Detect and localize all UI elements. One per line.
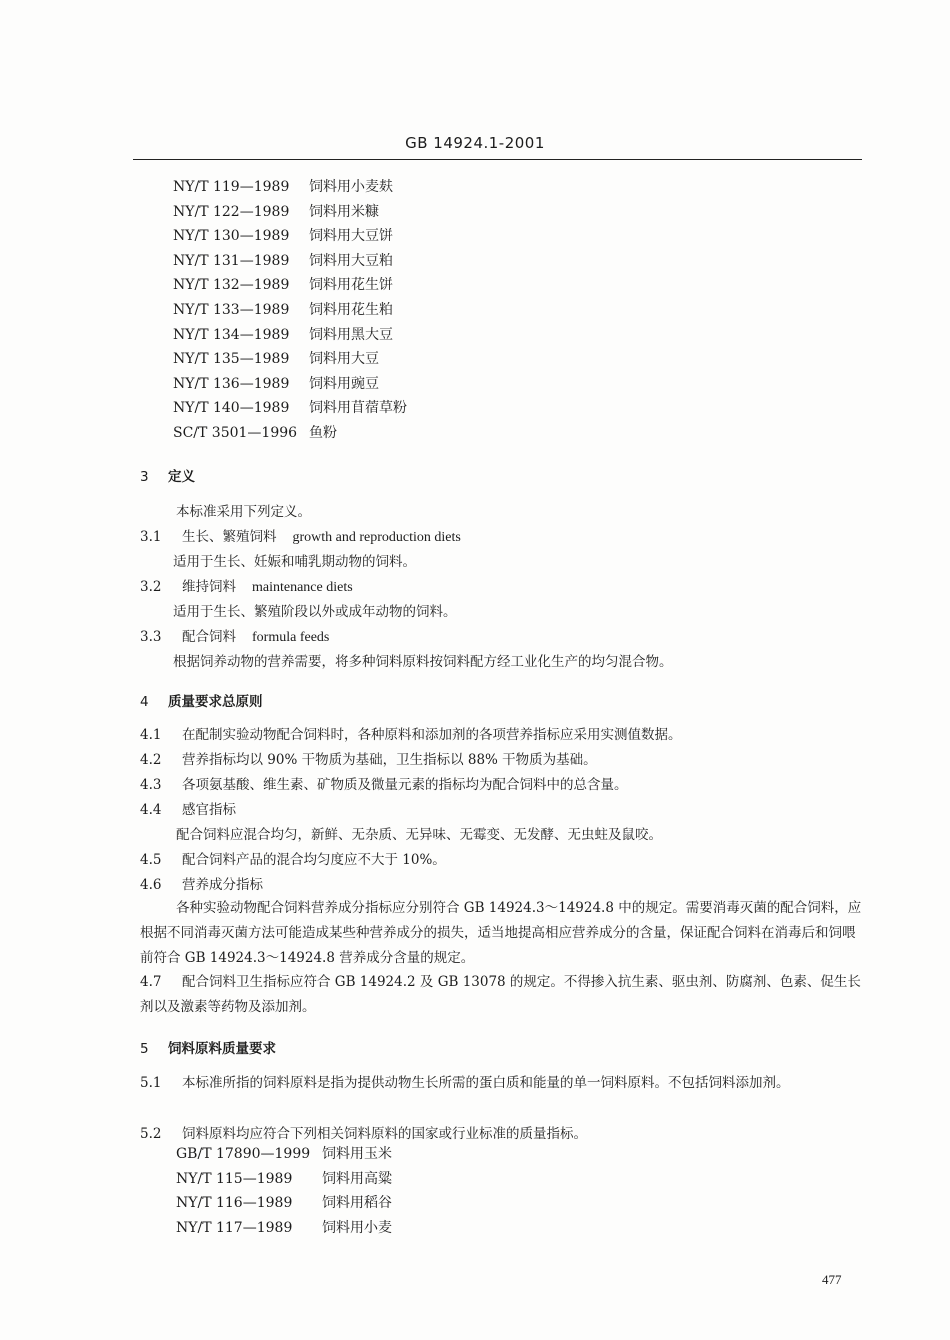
clause-number: 4.7 [140,974,162,990]
section-title: 饲料原料质量要求 [168,1041,276,1057]
list-item [173,347,407,372]
clause-4-5 [140,848,446,868]
list-item [176,1167,392,1192]
ref-code: NY/T 117—1989 [176,1219,293,1236]
ref-name: 饲料用大豆粕 [309,252,393,269]
list-item [173,372,407,397]
section-3-heading [140,465,195,485]
clause-number: 4.2 [140,752,162,768]
page-number: 477 [822,1272,842,1287]
list-item [173,421,407,446]
ref-name: 饲料用豌豆 [309,375,379,392]
clause-3-3-definition: 根据饲养动物的营养需要，将多种饲料原料按饲料配方经工业化生产的均匀混合物。 [173,654,673,670]
ref-name: 饲料用高粱 [322,1170,392,1187]
ref-name: 饲料用米糠 [309,203,379,220]
clause-text: 饲料原料均应符合下列相关饲料原料的国家或行业标准的质量指标。 [182,1126,587,1142]
list-item [173,298,407,323]
ref-code: NY/T 136—1989 [173,375,290,392]
list-item [176,1142,392,1167]
clause-5-1 [140,1071,865,1096]
list-item [173,175,407,200]
clause-3-2 [140,575,353,596]
list-item [173,323,407,348]
reference-list-top [173,175,407,446]
ref-name: 饲料用稻谷 [322,1195,392,1212]
clause-3-3 [140,625,329,646]
section-number: 3 [140,469,149,485]
clause-number: 5.1 [140,1075,162,1091]
ref-code: SC/T 3501—1996 [173,424,298,441]
reference-list-bottom [176,1142,392,1240]
ref-name: 饲料用花生饼 [309,277,393,294]
term-zh: 维持饲料 [182,579,236,595]
clause-number: 4.6 [140,877,162,893]
clause-3-1 [140,525,461,546]
clause-text: 营养指标均以 90% 干物质为基础，卫生指标以 88% 干物质为基础。 [182,752,597,768]
section-4-heading [140,690,263,710]
clause-text: 本标准所指的饲料原料是指为提供动物生长所需的蛋白质和能量的单一饲料原料。不包括饲料添加剂。 [182,1075,790,1091]
list-item [173,249,407,274]
clause-number: 4.1 [140,727,162,743]
term-zh: 配合饲料 [182,629,236,645]
clause-4-6 [140,873,263,893]
section-title: 定义 [168,469,195,485]
section-number: 5 [140,1041,149,1057]
clause-4-6-paragraph: 各种实验动物配合饲料营养成分指标应分别符合 GB 14924.3～14924.8 中的规定。需要消毒灭菌的配合饲料，应根据不同消毒灭菌方法可能造成某些种营养成分的损失，适当地提高相应营养成分的含量，保证配合饲料在消毒后和饲喂前符合 GB 14924.3～14924.8 营养成分含量的规定。 [140,900,862,966]
ref-code: NY/T 116—1989 [176,1195,293,1212]
term-en: formula feeds [252,630,330,645]
ref-name: 饲料用玉米 [322,1146,392,1162]
clause-text: 营养成分指标 [182,877,263,893]
ref-code: NY/T 134—1989 [173,326,290,343]
clause-number: 3.1 [140,529,162,545]
section-number: 4 [140,694,149,710]
clause-5-2 [140,1122,587,1142]
ref-code: NY/T 130—1989 [173,228,290,245]
ref-code: NY/T 135—1989 [173,351,290,368]
clause-text: 配合饲料产品的混合均匀度应不大于 10%。 [182,852,446,868]
ref-name: 饲料用小麦 [322,1219,392,1236]
clause-4-1 [140,723,682,743]
section-3-intro: 本标准采用下列定义。 [176,504,311,520]
ref-code: NY/T 132—1989 [173,277,290,294]
ref-code: NY/T 131—1989 [173,252,290,269]
ref-name: 饲料用大豆 [309,351,379,368]
ref-name: 鱼粉 [309,424,337,441]
list-item [176,1216,392,1241]
clause-text: 在配制实验动物配合饲料时，各种原料和添加剂的各项营养指标应采用实测值数据。 [182,727,682,743]
clause-number: 4.3 [140,777,162,793]
term-en: growth and reproduction diets [292,530,461,545]
ref-code: NY/T 122—1989 [173,203,290,220]
clause-4-4 [140,798,236,818]
list-item [173,273,407,298]
term-zh: 生长、繁殖饲料 [182,529,277,545]
list-item [173,396,407,421]
clause-4-4-detail: 配合饲料应混合均匀，新鲜、无杂质、无异味、无霉变、无发酵、无虫蛀及鼠咬。 [176,827,662,843]
header-rule [133,159,862,160]
clause-number: 3.3 [140,629,162,645]
clause-text: 配合饲料卫生指标应符合 GB 14924.2 及 GB 13078 的规定。不得掺入抗生素、驱虫剂、防腐剂、色素、促生长剂以及激素等药物及添加剂。 [140,974,861,1015]
clause-number: 4.4 [140,802,162,818]
clause-4-2 [140,748,597,768]
header-title: GB 14924.1-2001 [405,134,545,152]
clause-3-1-definition: 适用于生长、妊娠和哺乳期动物的饲料。 [173,554,416,570]
clause-text: 感官指标 [182,802,236,818]
ref-code: NY/T 133—1989 [173,301,290,318]
clause-4-3 [140,773,628,793]
clause-number: 5.2 [140,1126,162,1142]
clause-3-2-definition: 适用于生长、繁殖阶段以外或成年动物的饲料。 [173,604,457,620]
list-item [173,224,407,249]
ref-name: 饲料用花生粕 [309,301,393,318]
ref-name: 饲料用苜蓿草粉 [309,400,407,417]
list-item [176,1191,392,1216]
clause-number: 4.5 [140,852,162,868]
clause-4-7 [140,970,865,1020]
clause-number: 3.2 [140,579,162,595]
ref-code: NY/T 115—1989 [176,1170,293,1187]
section-5-heading [140,1037,276,1057]
ref-name: 饲料用小麦麸 [309,179,393,195]
ref-name: 饲料用大豆饼 [309,228,393,245]
ref-code: GB/T 17890—1999 [176,1146,311,1162]
term-en: maintenance diets [252,580,353,595]
list-item [173,200,407,225]
ref-code: NY/T 119—1989 [173,179,290,195]
ref-code: NY/T 140—1989 [173,400,290,417]
section-title: 质量要求总原则 [168,694,263,710]
clause-text: 各项氨基酸、维生素、矿物质及微量元素的指标均为配合饲料中的总含量。 [182,777,628,793]
ref-name: 饲料用黑大豆 [309,326,393,343]
